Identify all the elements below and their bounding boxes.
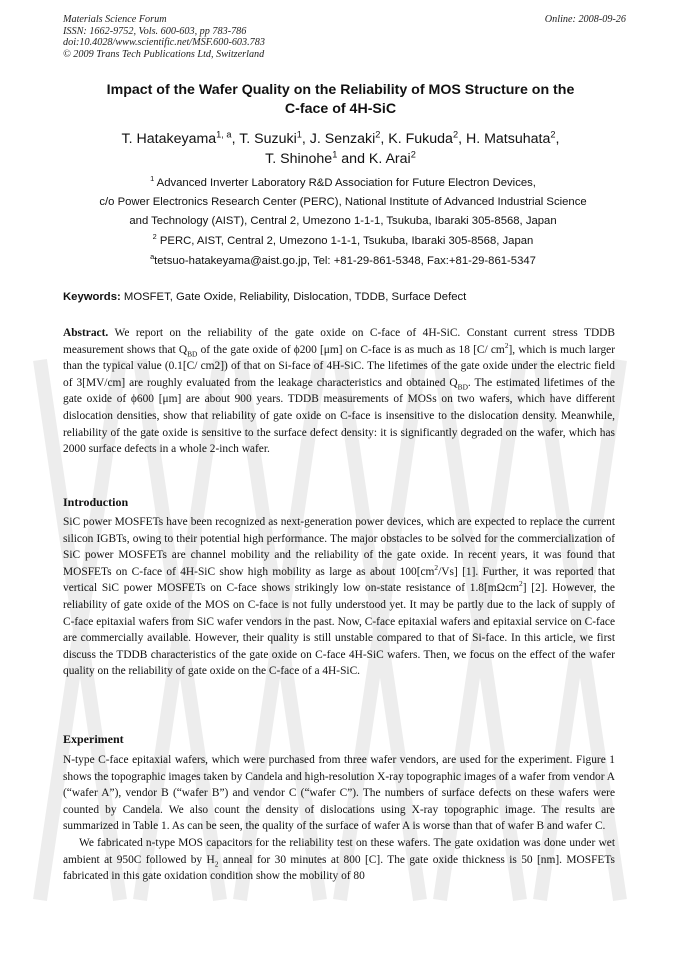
keywords bbox=[63, 289, 628, 305]
author-6-sup: 1 bbox=[332, 149, 338, 160]
affiliation-2 bbox=[63, 232, 623, 251]
exp-text-2: anneal for 30 minutes at 800 [C]. The gate oxide thickness is 50 [nm]. MOSFETs fabricated in this gate oxidation condition show the mobility of 80 bbox=[63, 853, 615, 883]
experiment-paragraph-1: N-type C-face epitaxial wafers, which were purchased from three wafer vendors, are used for the experiment. Figure 1 shows the topographic images taken by Candela and high-resolution X-ray topographic images of a wafer from vendor A (“wafer A”), vendor B (“wafer B”) and vendor C (“wafer C”). The numbers of surface defects on these wafers were counted by Candela. We also count the density of dislocations using X-ray topographic image. The results are summarized in Table 1. As can be seen, the quality of the surface of wafer A is worse than that of wafer B and wafer C. bbox=[63, 754, 615, 833]
author-3-sup: 2 bbox=[375, 129, 381, 140]
intro-sup-2: 2 bbox=[519, 579, 523, 589]
intro-text-1: SiC power MOSFETs have been recognized as next-generation power devices, which are expected to replace the current silicon IGBTs, owing to their potential high performance. The major obstacles to be solved for the commercialization of SiC power MOSFETs are channel mobility and the reliability of the gate oxide. In recent years, it was found that MOSFETs on C-face of 4H-SiC show high mobility as large as about 100[cm bbox=[63, 516, 615, 578]
author-4: , K. Fukuda bbox=[380, 131, 453, 147]
affiliation-1 bbox=[63, 174, 623, 231]
aff1-line-2: c/o Power Electronics Research Center (PERC), National Institute of Advanced Industrial Science bbox=[99, 196, 587, 208]
author-5-tail: , bbox=[555, 131, 560, 147]
exp-text-1: We fabricated n-type MOS capacitors for the reliability test on these wafers. The gate oxidation was done under wet ambient at 950C followed by H bbox=[63, 836, 615, 866]
author-1-sup: 1, a bbox=[216, 129, 232, 140]
title-line-1: Impact of the Wafer Quality on the Reliability of MOS Structure on the bbox=[106, 82, 575, 98]
experiment-heading: Experiment bbox=[63, 732, 124, 746]
abstract-sub-1: BD bbox=[187, 348, 198, 358]
exp-sub-1: 2 bbox=[214, 858, 219, 868]
experiment-body bbox=[63, 752, 615, 885]
author-5-sup: 2 bbox=[550, 129, 556, 140]
aff2-sup: 2 bbox=[152, 232, 157, 242]
paper-title bbox=[63, 81, 618, 119]
author-4-sup: 2 bbox=[452, 129, 459, 140]
abstract-text-3: ], which is much larger than the typical value (0.1[C/ cm2]) of that on Si-face of 4H-SiC. The lifetimes of the gate oxide under the electric field of 3[MV/cm] are roughly evaluated from the leakage characteristics and obtained Q bbox=[63, 343, 615, 389]
abstract bbox=[63, 325, 615, 458]
keywords-text: MOSFET, Gate Oxide, Reliability, Dislocation, TDDB, Surface Defect bbox=[120, 291, 467, 303]
contact-line bbox=[63, 252, 623, 271]
aff1-line-3: and Technology (AIST), Central 2, Umezono 1-1-1, Tsukuba, Ibaraki 305-8568, Japan bbox=[129, 215, 557, 227]
aff2-text: PERC, AIST, Central 2, Umezono 1-1-1, Tsukuba, Ibaraki 305-8568, Japan bbox=[156, 235, 534, 247]
experiment-paragraph-2 bbox=[63, 835, 615, 885]
author-2-sup: 1 bbox=[296, 129, 302, 140]
abstract-text-4: . The estimated lifetimes of the gate oxide of ϕ600 [μm] are about 900 years. TDDB measurements of MOSs on two wafers, which have different dislocation densities, show that reliability of gate oxide on C-face is insensitive to the dislocation density. Meanwhile, reliability of the gate oxide is sensitive to the surface defect density: it is significantly degraded on the wafer, which has 2000 surface defects in a whole 2-inch wafer. bbox=[63, 376, 615, 456]
author-7: and K. Arai bbox=[337, 151, 411, 167]
author-7-sup: 2 bbox=[410, 149, 416, 160]
introduction-heading: Introduction bbox=[63, 495, 129, 509]
abstract-text-2: of the gate oxide of ϕ200 [μm] on C-face is as much as 18 [C/ cm bbox=[197, 343, 505, 356]
abstract-label: Abstract. bbox=[63, 327, 109, 339]
author-2: , T. Suzuki bbox=[231, 131, 297, 147]
author-line-1 bbox=[63, 129, 618, 149]
aff1-sup: 1 bbox=[150, 174, 155, 184]
introduction-body bbox=[63, 514, 615, 680]
abstract-sup-2: 2 bbox=[504, 340, 509, 350]
author-6: T. Shinohe bbox=[265, 151, 333, 167]
abstract-sub-3: BD bbox=[457, 382, 468, 392]
author-5: , H. Matsuhata bbox=[458, 131, 551, 147]
keywords-label: Keywords: bbox=[63, 291, 121, 303]
doi-line: doi:10.4028/www.scientific.net/MSF.600-603.783 bbox=[63, 37, 265, 49]
author-1: T. Hatakeyama bbox=[121, 131, 217, 147]
abstract-text-1: We report on the reliability of the gate oxide on C-face of 4H-SiC. Constant current stress TDDB measurement shows that Q bbox=[63, 327, 615, 356]
author-line-2 bbox=[63, 149, 618, 169]
author-3: , J. Senzaki bbox=[301, 131, 376, 147]
email-text: tetsuo-hatakeyama@aist.go.jp, Tel: +81-29-861-5348, Fax:+81-29-861-5347 bbox=[154, 255, 536, 267]
copyright-line: © 2009 Trans Tech Publications Ltd, Switzerland bbox=[63, 48, 265, 60]
journal-header bbox=[63, 14, 626, 60]
issn-line: ISSN: 1662-9752, Vols. 600-603, pp 783-786 bbox=[63, 25, 247, 37]
journal-name: Materials Science Forum bbox=[63, 14, 167, 25]
intro-text-3: ] [2]. However, the reliability of gate oxide of the MOS on C-face is not fully understood yet. It may be partly due to the lack of supply of C-face epitaxial wafers from SiC wafer vendors in the past. Now, C-face epitaxial wafers and epitaxial service on C-face are commercially available. However, their quality is still unstable compared to that of Si-face. In this article, we first discuss the TDDB characteristics of the gate oxide on C-face 4H-SiC wafers. Then, we focus on the effect of the wafer quality on the reliability of gate oxide on the C-face of a 4H-SiC. bbox=[63, 582, 615, 678]
author-list bbox=[63, 129, 618, 169]
intro-sup-1: 2 bbox=[434, 562, 439, 572]
email-sup: a bbox=[150, 252, 155, 262]
online-date: Online: 2008-09-26 bbox=[544, 14, 626, 25]
intro-text-2: /Vs] [1]. Further, it was reported that vertical SiC power MOSFETs on C-face shows strikingly low on-state resistance of 1.8[mΩcm bbox=[63, 565, 615, 595]
title-line-2: C-face of 4H-SiC bbox=[284, 101, 397, 117]
aff1-line-1: Advanced Inverter Laboratory R&D Association for Future Electron Devices, bbox=[154, 177, 536, 189]
